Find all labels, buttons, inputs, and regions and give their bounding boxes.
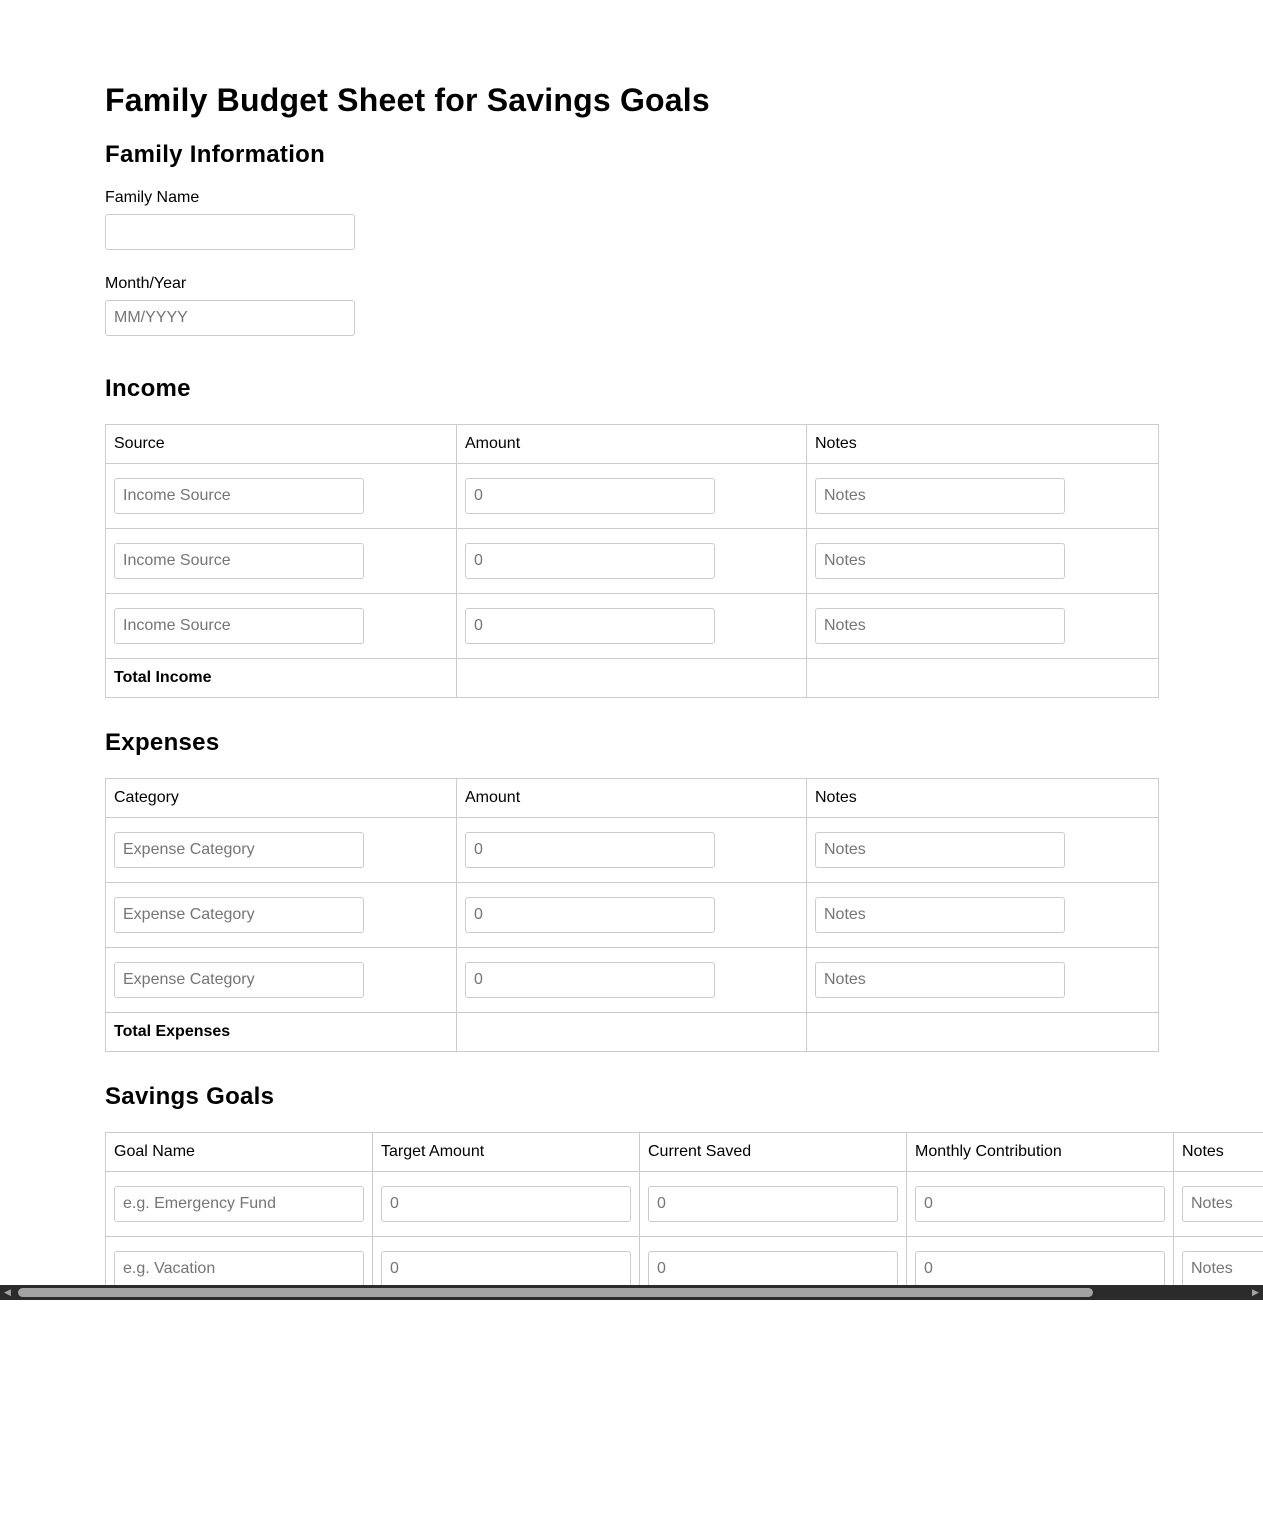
- expense-amount-input[interactable]: [465, 897, 715, 933]
- savings-col-target-amount: Target Amount: [373, 1133, 640, 1172]
- savings-goals-heading: Savings Goals: [105, 1083, 275, 1110]
- goal-notes-input[interactable]: [1182, 1251, 1263, 1285]
- scroll-left-arrow-icon[interactable]: ◀: [4, 1287, 11, 1297]
- savings-col-monthly-contribution: Monthly Contribution: [907, 1133, 1174, 1172]
- income-source-input[interactable]: [114, 478, 364, 514]
- page-title: Family Budget Sheet for Savings Goals: [105, 82, 710, 118]
- income-heading: Income: [105, 375, 191, 402]
- savings-goals-table: [105, 1132, 1263, 1285]
- expense-category-input[interactable]: [114, 962, 364, 998]
- table-row: [106, 818, 1159, 883]
- income-total-row: [106, 659, 1159, 698]
- scroll-right-arrow-icon[interactable]: ▶: [1252, 1287, 1259, 1297]
- horizontal-scrollbar[interactable]: [0, 1285, 1263, 1300]
- income-amount-input[interactable]: [465, 478, 715, 514]
- target-amount-input[interactable]: [381, 1251, 631, 1285]
- expense-amount-input[interactable]: [465, 832, 715, 868]
- expense-amount-input[interactable]: [465, 962, 715, 998]
- total-expenses-value: [457, 1013, 807, 1052]
- income-notes-input[interactable]: [815, 608, 1065, 644]
- current-saved-input[interactable]: [648, 1186, 898, 1222]
- table-row: [106, 948, 1159, 1013]
- family-name-input[interactable]: [105, 214, 355, 250]
- savings-col-current-saved: Current Saved: [640, 1133, 907, 1172]
- expenses-table: [105, 778, 1159, 1052]
- scrollbar-thumb[interactable]: [18, 1288, 1093, 1297]
- current-saved-input[interactable]: [648, 1251, 898, 1285]
- expenses-header-row: [106, 779, 1159, 818]
- target-amount-input[interactable]: [381, 1186, 631, 1222]
- income-col-notes: Notes: [807, 425, 1159, 464]
- expense-category-input[interactable]: [114, 897, 364, 933]
- income-table: [105, 424, 1159, 698]
- expense-category-input[interactable]: [114, 832, 364, 868]
- expense-notes-input[interactable]: [815, 832, 1065, 868]
- total-income-label: Total Income: [106, 659, 457, 698]
- month-year-label: Month/Year: [105, 275, 187, 292]
- expenses-col-amount: Amount: [457, 779, 807, 818]
- income-header-row: [106, 425, 1159, 464]
- expenses-col-category: Category: [106, 779, 457, 818]
- expenses-total-row: [106, 1013, 1159, 1052]
- family-info-heading: Family Information: [105, 141, 326, 168]
- expense-notes-input[interactable]: [815, 897, 1065, 933]
- table-row: [106, 883, 1159, 948]
- income-amount-input[interactable]: [465, 608, 715, 644]
- goal-name-input[interactable]: [114, 1251, 364, 1285]
- family-name-label: Family Name: [105, 189, 200, 206]
- expenses-col-notes: Notes: [807, 779, 1159, 818]
- expenses-heading: Expenses: [105, 729, 220, 756]
- goal-notes-input[interactable]: [1182, 1186, 1263, 1222]
- table-row: [106, 1172, 1263, 1237]
- savings-col-notes: Notes: [1174, 1133, 1263, 1172]
- savings-header-row: [106, 1133, 1263, 1172]
- income-col-source: Source: [106, 425, 457, 464]
- table-row: [106, 1237, 1263, 1286]
- income-source-input[interactable]: [114, 543, 364, 579]
- total-income-value: [457, 659, 807, 698]
- month-year-input[interactable]: [105, 300, 355, 336]
- income-notes-input[interactable]: [815, 478, 1065, 514]
- total-expenses-notes: [807, 1013, 1159, 1052]
- table-row: [106, 594, 1159, 659]
- expense-notes-input[interactable]: [815, 962, 1065, 998]
- income-notes-input[interactable]: [815, 543, 1065, 579]
- income-amount-input[interactable]: [465, 543, 715, 579]
- table-row: [106, 464, 1159, 529]
- total-income-notes: [807, 659, 1159, 698]
- monthly-contribution-input[interactable]: [915, 1186, 1165, 1222]
- income-col-amount: Amount: [457, 425, 807, 464]
- table-row: [106, 529, 1159, 594]
- monthly-contribution-input[interactable]: [915, 1251, 1165, 1285]
- goal-name-input[interactable]: [114, 1186, 364, 1222]
- total-expenses-label: Total Expenses: [106, 1013, 457, 1052]
- income-source-input[interactable]: [114, 608, 364, 644]
- savings-col-goal-name: Goal Name: [106, 1133, 373, 1172]
